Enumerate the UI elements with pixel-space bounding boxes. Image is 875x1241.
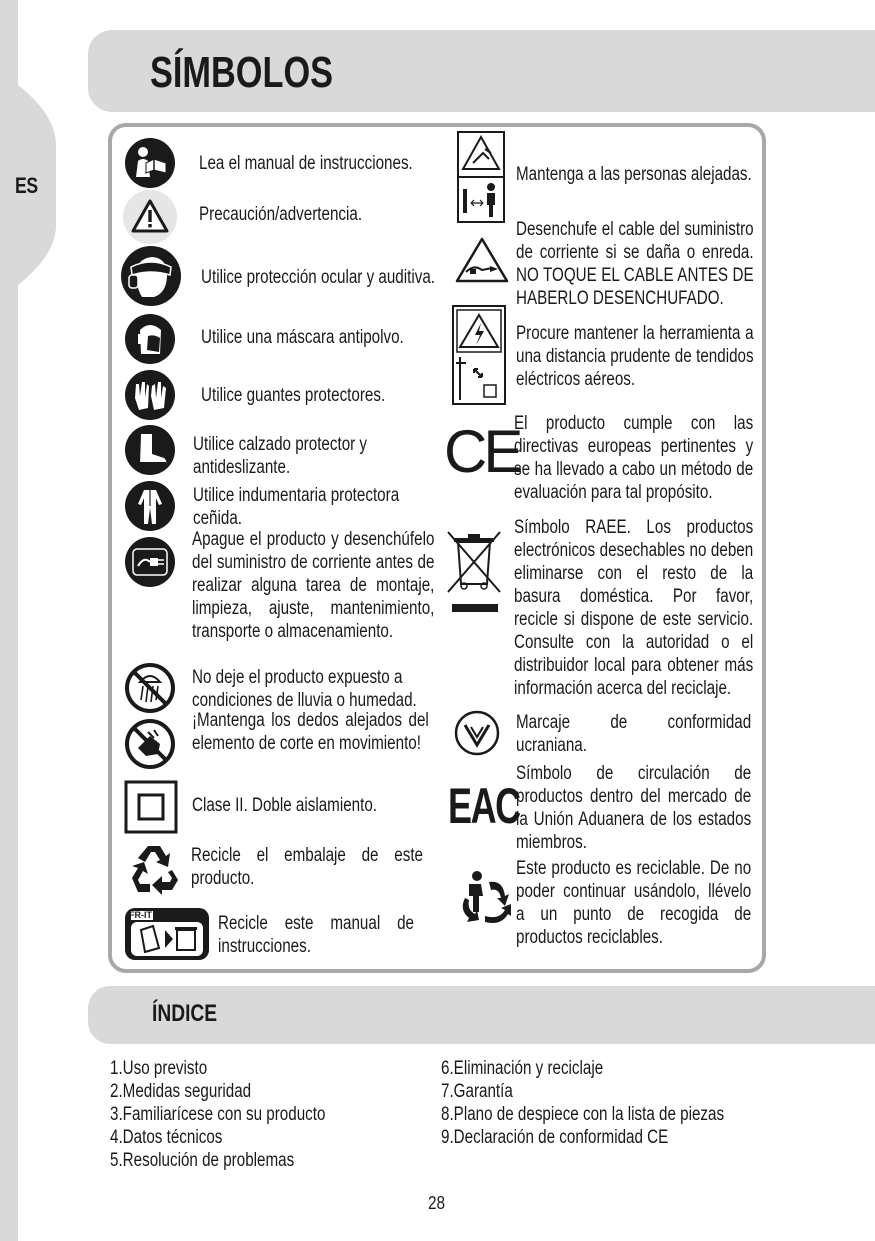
ukraine-conformity-icon [453,709,501,757]
recycle-icon [126,840,182,898]
index-item: 3.Familiarícese con su producto [110,1104,326,1125]
ce-mark-icon: CE [444,418,520,485]
index-item: 2.Medidas seguridad [110,1081,252,1102]
symbol-text-clothing: Utilice indumentaria protectora ceñida. [193,485,400,529]
index-item: 9.Declaración de conformidad CE [441,1127,669,1148]
eye-ear-protection-icon [120,245,182,307]
gloves-icon [124,368,176,422]
symbol-text-weee: Símbolo RAEE. Los productos electrónicos desechables no deben eliminarse con el resto de la basura doméstica. Por favor, recicle si dispone de este servicio. Consulte con la autoridad o el distribuidor local para obtener más información acerca del reciclaje. [514,517,754,699]
no-rain-icon [124,662,176,714]
unplug-icon [124,536,176,588]
dust-mask-icon [124,312,176,366]
recycle-manual-badge: FR-IT [129,910,152,920]
symbol-text-overhead-lines: Procure mantener la herramienta a una distancia prudente de tendidos eléctricos aéreos. [516,323,754,390]
symbol-text-dust-mask: Utilice una máscara antipolvo. [201,327,404,348]
eac-mark-icon: EAC [448,778,520,834]
class-ii-icon [124,780,178,834]
symbol-text-class-ii: Clase II. Doble aislamiento. [192,795,378,816]
index-item: 8.Plano de despiece con la lista de piezas [441,1104,725,1125]
cable-damage-icon [454,236,510,284]
page-title: SÍMBOLOS [150,48,334,97]
symbol-text-ukraine: Marcaje de conformidad ucraniana. [516,712,752,756]
symbol-text-ce: El producto cumple con las directivas europeas pertinentes y se ha llevado a cabo un método de evaluación para tal propósito. [514,413,754,503]
warning-icon [122,189,178,245]
index-item: 7.Garantía [441,1081,513,1102]
safety-boots-icon [124,424,176,476]
symbol-text-recycle: Recicle el embalaje de este producto. [191,845,423,889]
symbol-text-eye-ear: Utilice protección ocular y auditiva. [201,267,436,288]
page-number: 28 [428,1193,446,1213]
symbol-text-unplug: Apague el producto y desenchúfelo del suministro de corriente antes de realizar alguna tarea de montaje, limpieza, ajuste, mantenimiento, transporte o almacenamiento. [192,529,435,642]
protective-clothing-icon [124,480,176,532]
index-item: 5.Resolución de problemas [110,1150,295,1171]
symbol-text-no-rain: No deje el producto expuesto a condiciones de lluvia o humedad. [192,667,417,711]
index-item: 1.Uso previsto [110,1058,208,1079]
symbol-text-recyclable: Este producto es reciclable. De no poder continuar usándolo, llévelo a un punto de recogida de productos reciclables. [516,858,752,948]
symbol-text-bystanders: Mantenga a las personas alejadas. [516,164,752,185]
symbol-text-read-manual: Lea el manual de instrucciones. [199,153,413,174]
symbol-text-gloves: Utilice guantes protectores. [201,385,386,406]
index-item: 4.Datos técnicos [110,1127,223,1148]
keep-bystanders-away-icon [457,131,505,223]
language-label: ES [15,173,38,198]
read-manual-icon [124,137,176,189]
weee-bin-icon [444,528,504,620]
index-item: 6.Eliminación y reciclaje [441,1058,604,1079]
symbol-text-cable: Desenchufe el cable del suministro de corriente si se daña o enreda. NO TOQUE EL CABLE ANTES DE HABERLO DESENCHUFADO. [516,219,754,309]
symbol-text-recycle-manual: Recicle este manual de instrucciones. [218,913,414,957]
symbol-text-fingers: ¡Mantenga los dedos alejados del elemento de corte en movimiento! [192,710,429,754]
symbol-text-warning: Precaución/advertencia. [199,204,363,225]
symbol-text-boots: Utilice calzado protector y antideslizante. [193,434,368,478]
overhead-lines-icon [452,305,506,405]
symbol-text-eac: Símbolo de circulación de productos dentro del mercado de la Unión Aduanera de los estados miembros. [516,763,752,853]
recyclable-product-icon [455,866,513,926]
keep-fingers-away-icon [124,718,176,770]
index-title: ÍNDICE [152,1000,218,1027]
